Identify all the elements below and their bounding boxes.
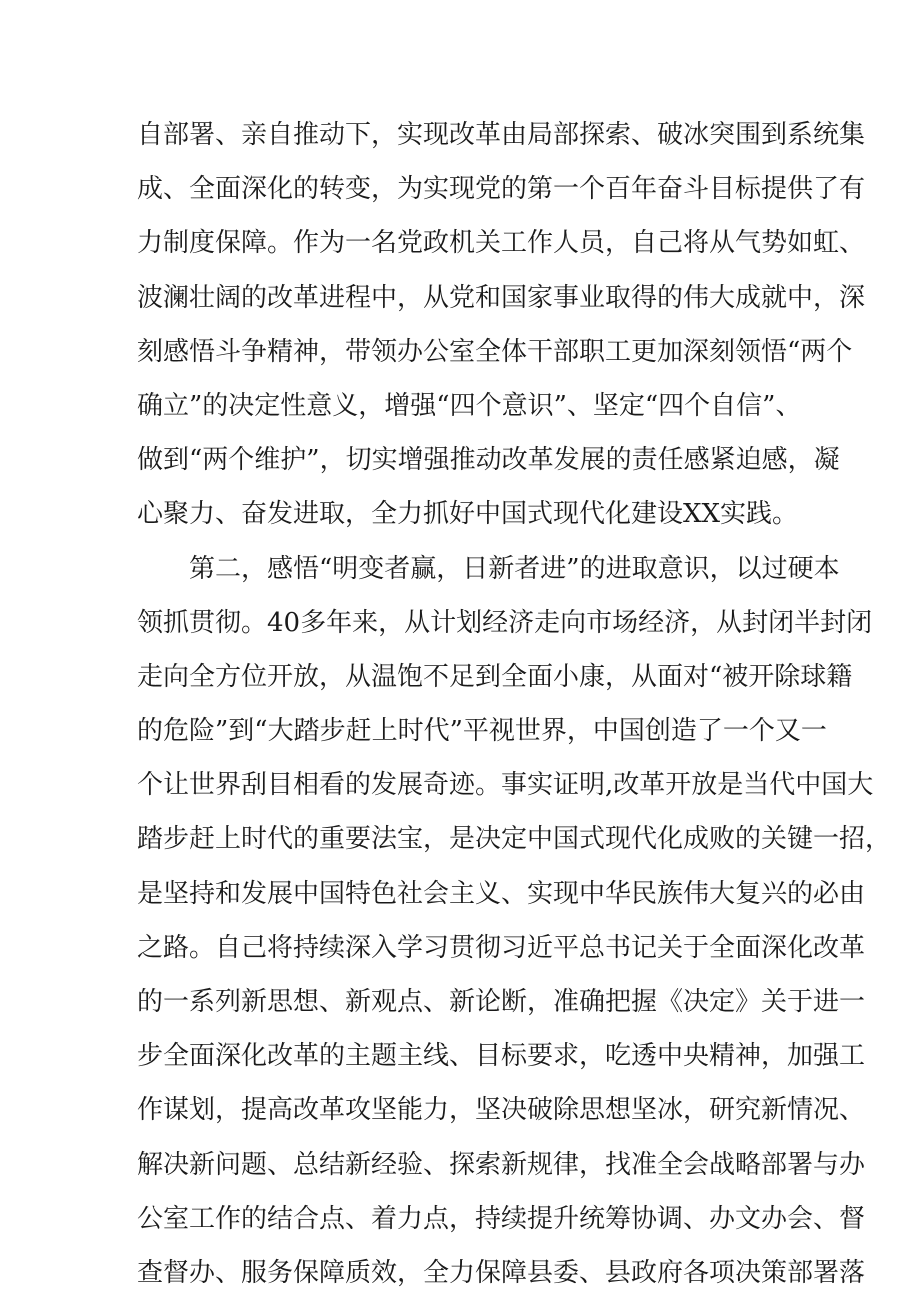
text-line: 个让世界刮目相看的发展奇迹。事实证明,改革开放是当代中国大	[137, 770, 874, 801]
text-line: 做到“两个维护”，切实增强推动改革发展的责任感紧迫感，凝	[137, 445, 840, 476]
text-line: 波澜壮阔的改革进程中，从党和国家事业取得的伟大成就中，深	[137, 282, 866, 313]
text-line: 自部署、亲自推动下，实现改革由局部探索、破冰突围到系统集	[137, 120, 866, 150]
body-text	[137, 108, 892, 1300]
text-line: 确立”的决定性意义，增强“四个意识”、坚定“四个自信”、	[137, 390, 802, 421]
text-line: 是坚持和发展中国特色社会主义、实现中华民族伟大复兴的必由	[137, 878, 866, 909]
text-line: 作谋划，提高改革攻坚能力，坚决破除思想坚冰，研究新情况、	[137, 1095, 866, 1126]
text-line: 查督办、服务保障质效，全力保障县委、县政府各项决策部署落	[137, 1257, 866, 1288]
text-line: 力制度保障。作为一名党政机关工作人员，自己将从气势如虹、	[137, 228, 866, 259]
text-line: 的一系列新思想、新观点、新论断，准确把握《决定》关于进一	[137, 987, 866, 1017]
paragraph-2	[137, 542, 892, 1301]
text-line: 心聚力、奋发进取，全力抓好中国式现代化建设XX实践。	[137, 499, 799, 530]
text-line: 成、全面深化的转变，为实现党的第一个百年奋斗目标提供了有	[137, 174, 866, 205]
text-line: 的危险”到“大踏步赶上时代”平视世界，中国创造了一个又一	[137, 716, 827, 747]
text-line: 领抓贯彻。40多年来，从计划经济走向市场经济，从封闭半封闭	[137, 607, 873, 638]
text-line: 之路。自己将持续深入学习贯彻习近平总书记关于全面深化改革	[137, 932, 866, 963]
text-line: 刻感悟斗争精神，带领办公室全体干部职工更加深刻领悟“两个	[137, 336, 853, 367]
text-line: 走向全方位开放，从温饱不足到全面小康，从面对“被开除球籍	[137, 661, 853, 692]
text-line: 步全面深化改革的主题主线、目标要求，吃透中央精神，加强工	[137, 1041, 866, 1072]
text-line: 公室工作的结合点、着力点，持续提升统筹协调、办文办会、督	[137, 1203, 866, 1234]
text-line: 解决新问题、总结新经验、探索新规律，找准全会战略部署与办	[137, 1149, 866, 1180]
paragraph-1	[137, 108, 866, 542]
text-line: 踏步赶上时代的重要法宝，是决定中国式现代化成败的关键一招，	[137, 824, 892, 855]
text-line: 第二，感悟“明变者赢，日新者进”的进取意识，以过硬本	[189, 553, 840, 584]
